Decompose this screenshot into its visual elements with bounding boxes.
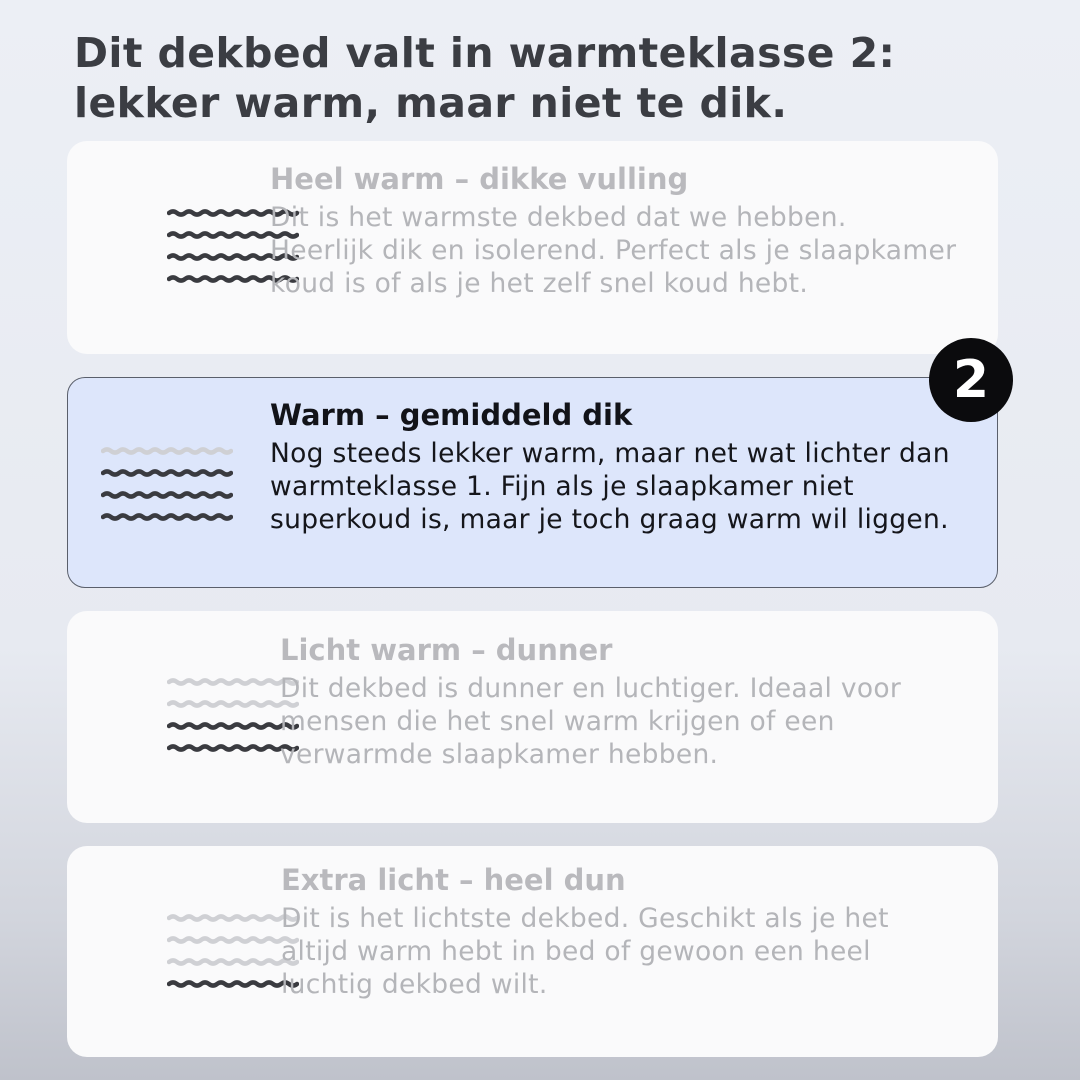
light-wave-line <box>169 938 297 941</box>
option-description: Nog steeds lekker warm, maar net wat lichter dan warmteklasse 1. Fijn als je slaapkamer niet superkoud is, maar je toch graag warm wil liggen. <box>270 438 950 535</box>
dark-wave-line <box>103 471 231 474</box>
three-waves-icon <box>101 441 233 521</box>
option-description: Dit is het lichtste dekbed. Geschikt als je het altijd warm hebt in bed of gewoon een heel luchtig dekbed wilt. <box>281 903 889 1000</box>
dark-wave-line <box>103 515 231 518</box>
option-title: Licht warm – dunner <box>280 633 613 667</box>
light-wave-line <box>169 702 297 705</box>
selected-class-badge: 2 <box>929 338 1013 422</box>
option-card-light-warm[interactable] <box>67 611 998 823</box>
light-wave-line <box>169 680 297 683</box>
dark-wave-line <box>169 724 297 727</box>
light-wave-line <box>169 916 297 919</box>
dark-wave-line <box>103 493 231 496</box>
option-description: Dit dekbed is dunner en luchtiger. Ideaal voor mensen die het snel warm krijgen of een verwarmde slaapkamer hebben. <box>280 673 902 770</box>
option-title: Warm – gemiddeld dik <box>270 398 633 432</box>
headline: Dit dekbed valt in warmteklasse 2: lekker warm, maar niet te dik. <box>74 29 896 127</box>
option-title: Heel warm – dikke vulling <box>270 162 689 196</box>
option-card-very-warm[interactable] <box>67 141 998 354</box>
one-wave-icon <box>167 908 299 988</box>
option-description: Dit is het warmste dekbed dat we hebben. Heerlijk dik en isolerend. Perfect als je slaapkamer koud is of als je het zelf snel koud hebt. <box>270 202 957 299</box>
option-title: Extra licht – heel dun <box>281 863 626 897</box>
dark-wave-line <box>169 982 297 985</box>
light-wave-line <box>169 960 297 963</box>
option-card-extra-light[interactable] <box>67 846 998 1057</box>
light-wave-line <box>103 449 231 452</box>
option-card-warm-selected[interactable] <box>67 377 998 588</box>
dark-wave-line <box>169 746 297 749</box>
